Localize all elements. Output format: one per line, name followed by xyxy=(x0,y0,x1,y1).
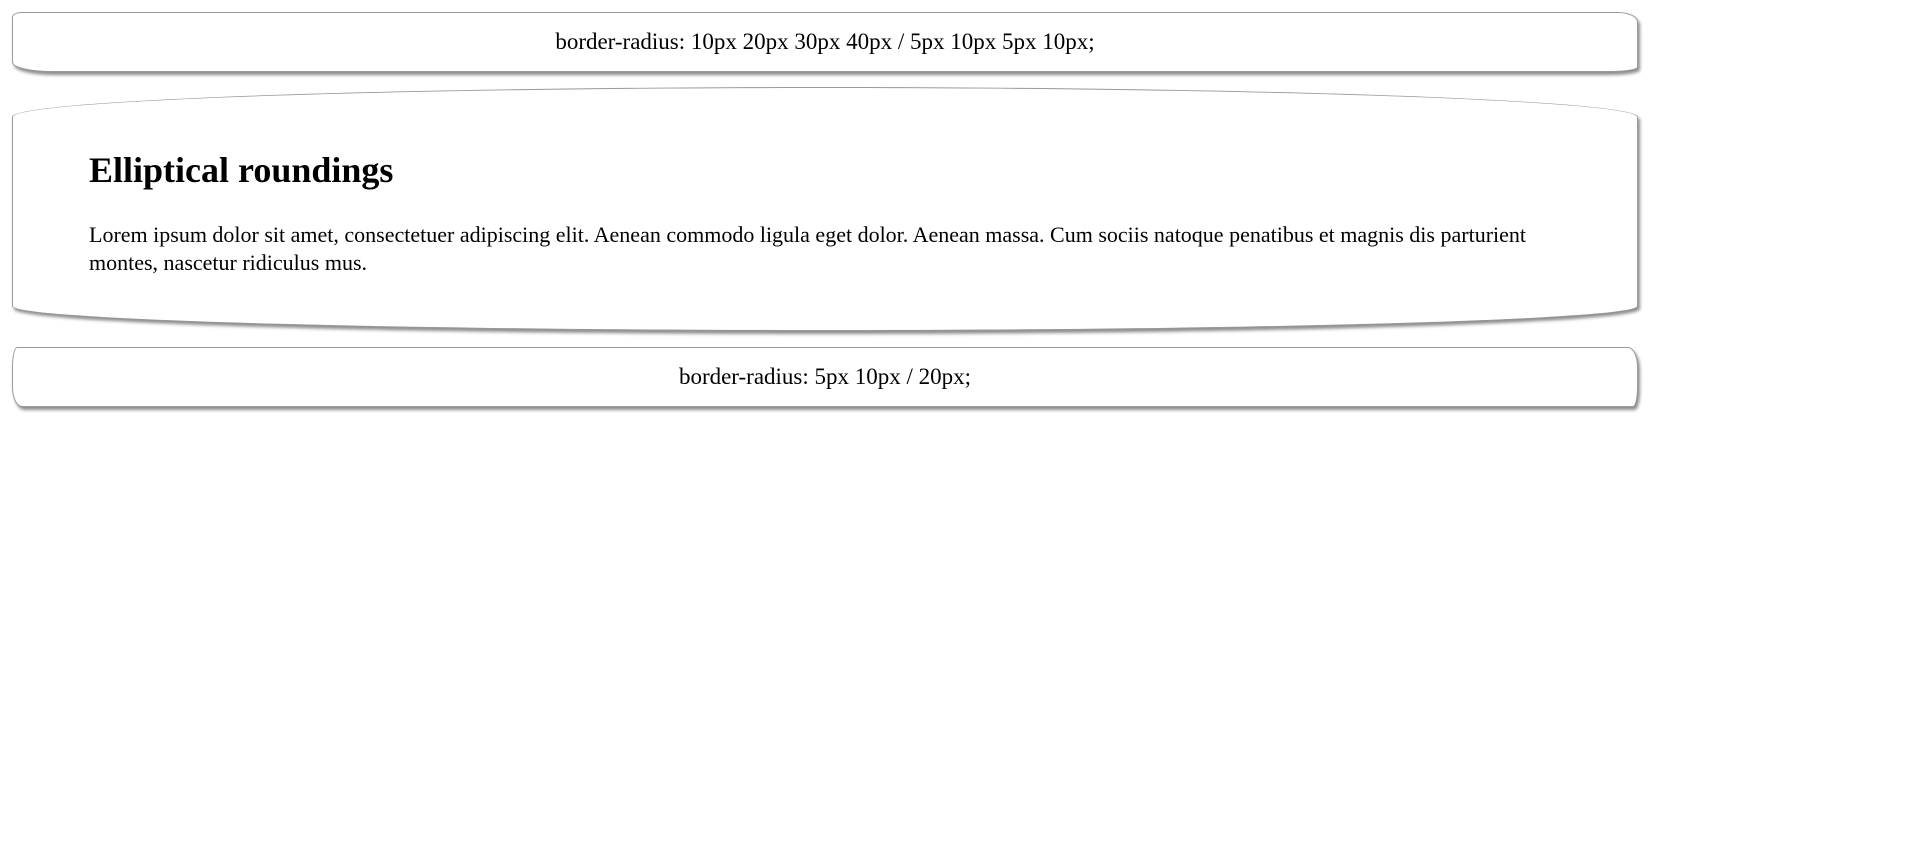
section-paragraph: Lorem ipsum dolor sit amet, consectetuer adipiscing elit. Aenean commodo ligula eget dolor. Aenean massa. Cum sociis natoque penatibus et magnis dis parturient montes, nascetur ridiculus mus. xyxy=(89,222,1527,276)
rounded-box-elliptical xyxy=(12,87,1638,331)
section-heading: Elliptical roundings xyxy=(89,150,394,190)
box-bottom-label: border-radius: 5px 10px / 20px; xyxy=(678,364,972,389)
rounded-box-top xyxy=(12,12,1638,72)
box-top-label: border-radius: 10px 20px 30px 40px / 5px 10px 5px 10px; xyxy=(555,29,1095,54)
rounded-box-bottom xyxy=(12,347,1638,407)
